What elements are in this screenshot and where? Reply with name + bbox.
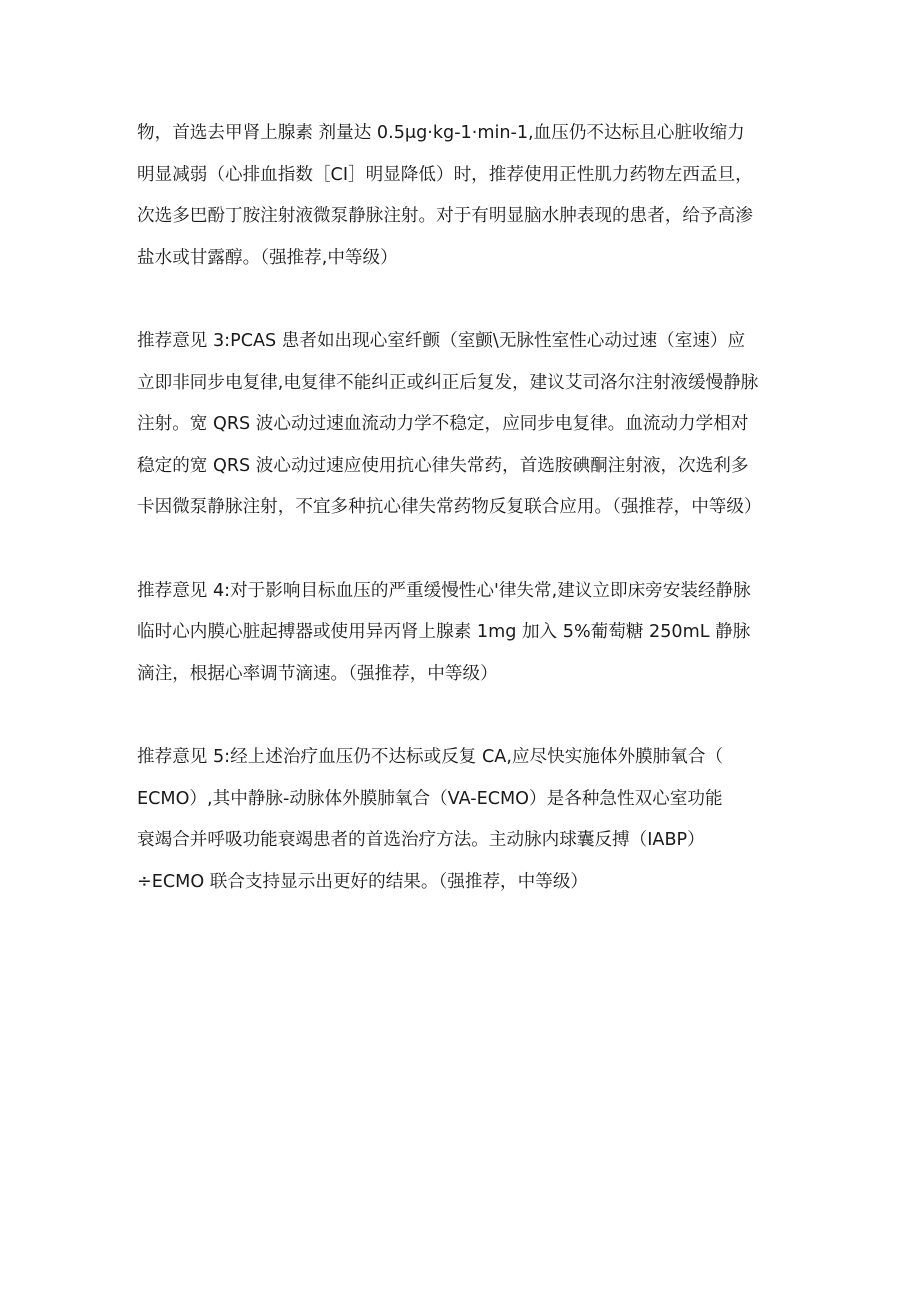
paragraph-recommendation-5 xyxy=(137,737,802,903)
text-line: 卡因微泵静脉注射，不宜多种抗心律失常药物反复联合应用。（强推荐，中等级） xyxy=(137,497,762,517)
text-line: 次选多巴酚丁胺注射液微泵静脉注射。对于有明显脑水肿表现的患者，给予高渗 xyxy=(137,206,753,226)
paragraph-gap xyxy=(137,695,802,737)
text-line: ÷ECMO 联合支持显示出更好的结果。（强推荐，中等级） xyxy=(137,871,589,892)
text-line: 注射。宽 QRS 波心动过速血流动力学不稳定，应同步电复律。血流动力学相对 xyxy=(137,414,749,434)
paragraph-recommendation-4 xyxy=(137,571,802,696)
text-line: 临时心内膜心脏起搏器或使用异丙肾上腺素 1mg 加入 5%葡萄糖 250mL 静脉 xyxy=(137,622,751,642)
text-line: 推荐意见 3:PCAS 患者如出现心室纤颤（室颤\无脉性室性心动过速（室速）应 xyxy=(137,331,746,351)
document-body xyxy=(137,113,802,903)
text-line: 滴注，根据心率调节滴速。（强推荐，中等级） xyxy=(137,663,498,684)
text-line: 明显减弱（心排血指数［CI］明显降低）时，推荐使用正性肌力药物左西孟旦， xyxy=(137,164,753,185)
paragraph-recommendation-3 xyxy=(137,321,802,529)
text-line: 推荐意见 4:对于影响目标血压的严重缓慢性心'律失常,建议立即床旁安装经静脉 xyxy=(137,580,751,601)
text-line: 物，首选去甲肾上腺素 剂量达 0.5μg·kg-1·min-1,血压仍不达标且心脏收缩力 xyxy=(137,123,745,143)
paragraph-vasopressor xyxy=(137,113,802,279)
text-line: 稳定的宽 QRS 波心动过速应使用抗心律失常药，首选胺碘酮注射液，次选利多 xyxy=(137,455,749,476)
paragraph-gap xyxy=(137,529,802,571)
text-line: 盐水或甘露醇。（强推荐,中等级） xyxy=(137,247,398,268)
text-line: 衰竭合并呼吸功能衰竭患者的首选治疗方法。主动脉内球囊反搏（IABP） xyxy=(137,830,705,850)
text-line: 立即非同步电复律,电复律不能纠正或纠正后复发，建议艾司洛尔注射液缓慢静脉 xyxy=(137,372,759,393)
text-line: ECMO）,其中静脉-动脉体外膜肺氧合（VA-ECMO）是各种急性双心室功能 xyxy=(137,788,723,809)
text-line: 推荐意见 5:经上述治疗血压仍不达标或反复 CA,应尽快实施体外膜肺氧合（ xyxy=(137,747,724,767)
paragraph-gap xyxy=(137,279,802,321)
